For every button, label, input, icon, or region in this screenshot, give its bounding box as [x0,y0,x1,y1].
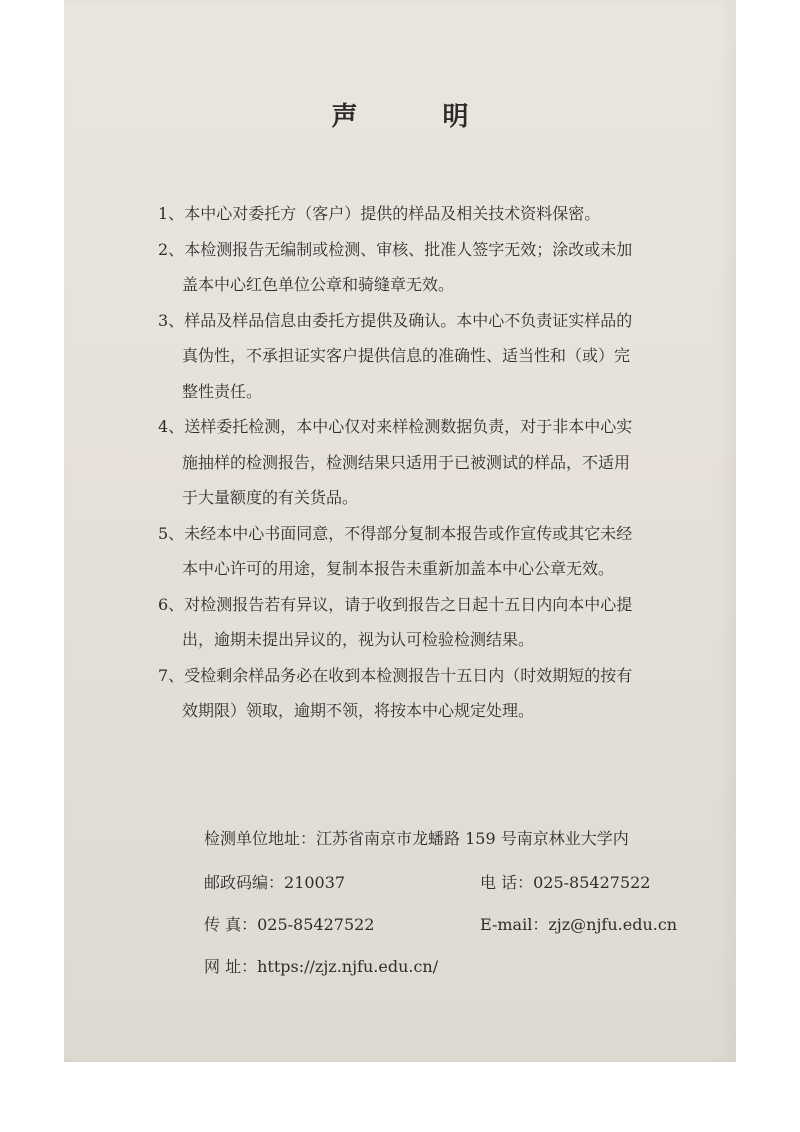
statement-list [158,196,678,729]
item-number: 4、 [158,417,185,436]
item-line: 真伪性，不承担证实客户提供信息的准确性、适当性和（或）完 [182,346,631,365]
website-link[interactable]: https://zjz.njfu.edu.cn/ [257,957,439,976]
website-row [204,954,438,978]
item-line: 整性责任。 [182,381,263,401]
item-number: 1、 [158,204,185,223]
email-label: E-mail： [480,915,549,934]
item-line: 本中心对委托方（客户）提供的样品及相关技术资料保密。 [184,204,601,223]
fax-label: 传 真： [204,915,258,934]
postal-label: 邮政码编： [204,873,285,892]
item-line: 未经本中心书面同意，不得部分复制本报告或作宣传或其它未经 [184,523,633,543]
statement-item-6 [158,587,678,658]
item-line: 对检测报告若有异议，请于收到报告之日起十五日内向本中心提 [184,594,633,614]
phone-value: 025-85427522 [533,873,651,892]
page-title: 声 明 [331,102,507,132]
item-line: 样品及样品信息由委托方提供及确认。本中心不负责证实样品的 [184,310,633,330]
statement-item-5 [158,516,678,587]
item-line: 效期限）领取，逾期不领，将按本中心规定处理。 [182,701,535,720]
item-number: 2、 [158,239,185,259]
email-row [480,912,677,935]
address-row [204,826,629,850]
statement-item-4 [158,409,678,516]
item-line: 受检剩余样品务必在收到本检测报告十五日内（时效期短的按有 [184,665,633,685]
postal-row [204,870,345,894]
item-line: 出，逾期未提出异议的，视为认可检验检测结果。 [182,630,535,649]
item-line: 本检测报告无编制或检测、审核、批准人签字无效；涂改或未加 [184,239,633,259]
item-line: 送样委托检测，本中心仅对来样检测数据负责，对于非本中心实 [184,417,633,436]
website-label: 网 址： [204,957,258,976]
item-number: 7、 [158,665,185,685]
statement-item-2 [158,232,678,303]
phone-label: 电 话： [480,873,534,892]
statement-item-3 [158,303,678,410]
phone-row [480,870,650,893]
item-line: 本中心许可的用途，复制本报告未重新加盖本中心公章无效。 [182,559,615,578]
address-value: 江苏省南京市龙蟠路 159 号南京林业大学内 [316,829,629,848]
statement-item-1 [158,196,678,232]
fax-row [204,912,374,936]
item-number: 6、 [158,594,185,614]
item-number: 5、 [158,523,185,543]
statement-item-7 [158,658,678,729]
fax-value: 025-85427522 [257,915,375,934]
item-line: 于大量额度的有关货品。 [182,488,359,507]
item-number: 3、 [158,310,185,330]
address-label: 检测单位地址： [204,829,317,848]
postal-value: 210037 [284,873,346,892]
document-page [64,0,736,1062]
email-value: zjz@njfu.edu.cn [548,915,678,934]
item-line: 盖本中心红色单位公章和骑缝章无效。 [182,275,455,294]
item-line: 施抽样的检测报告，检测结果只适用于已被测试的样品，不适用 [182,452,631,472]
